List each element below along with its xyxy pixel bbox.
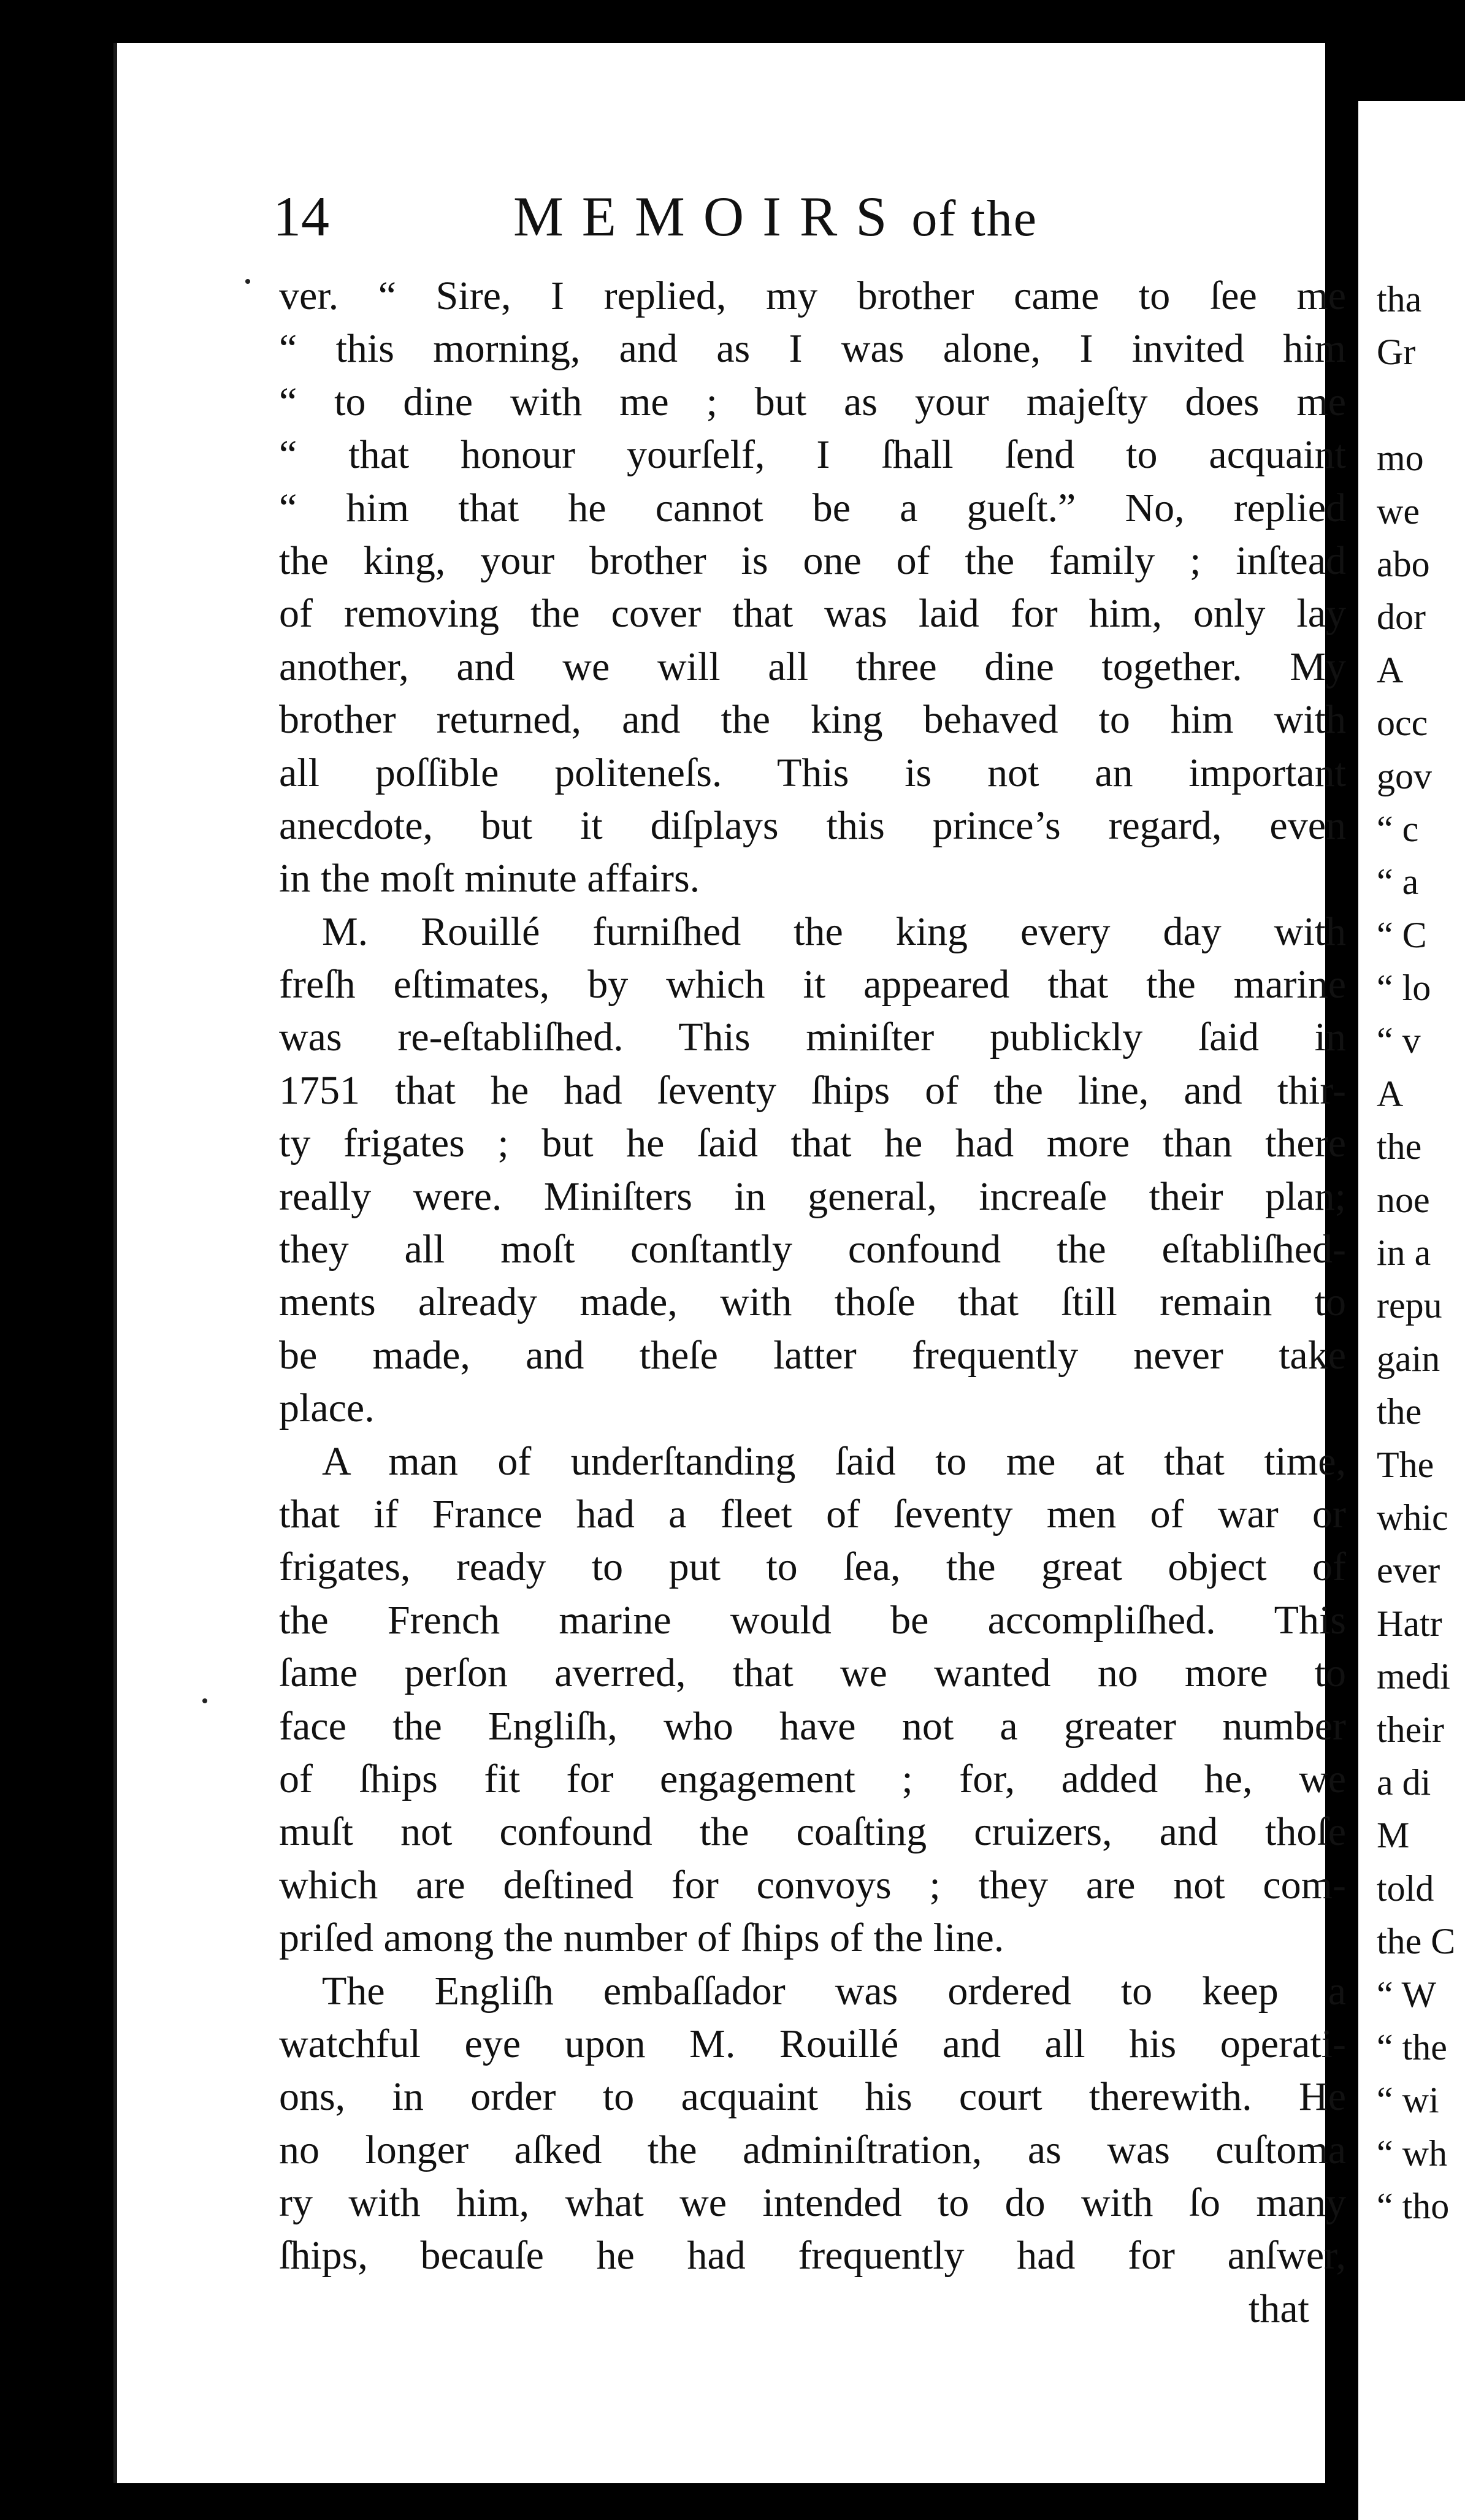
text-line: which are deſtined for convoys ; they are not com- bbox=[279, 1862, 1346, 1907]
text-line: M. Rouillé furniſhed the king every day with bbox=[322, 909, 1346, 954]
facing-page-line: dor bbox=[1377, 597, 1426, 638]
text-line: watchful eye upon M. Rouillé and all his operati- bbox=[279, 2021, 1346, 2066]
text-line: “ him that he cannot be a gueſt.” No, replied bbox=[279, 485, 1346, 530]
facing-page-line: medi bbox=[1377, 1656, 1450, 1697]
text-line: ty frigates ; but he ſaid that he had more than there bbox=[279, 1121, 1346, 1166]
facing-page-line: tha bbox=[1377, 279, 1422, 319]
facing-page-line: the C bbox=[1377, 1921, 1456, 1962]
text-line: “ this morning, and as I was alone, I invited him bbox=[279, 326, 1346, 372]
facing-page-line: “ v bbox=[1377, 1020, 1421, 1061]
text-line: really were. Miniſters in general, increaſe their plan; bbox=[279, 1174, 1346, 1219]
facing-page-line: the bbox=[1377, 1126, 1422, 1167]
facing-page-line: “ the bbox=[1377, 2026, 1447, 2068]
facing-page-line: A bbox=[1377, 1073, 1404, 1114]
text-line: all poſſible politeneſs. This is not an important bbox=[279, 750, 1346, 795]
facing-page-line: in a bbox=[1377, 1232, 1431, 1273]
facing-page-line: noe bbox=[1377, 1179, 1430, 1220]
facing-page-line: “ c bbox=[1377, 808, 1419, 849]
facing-page-line: “ tho bbox=[1377, 2186, 1450, 2227]
facing-page-line: “ W bbox=[1377, 1974, 1437, 2015]
text-line: was re-eſtabliſhed. This miniſter publickly ſaid in bbox=[279, 1015, 1346, 1060]
text-line: the king, your brother is one of the family ; inſtead bbox=[279, 538, 1346, 583]
text-line: face the Engliſh, who have not a greater number bbox=[279, 1703, 1346, 1749]
facing-page-line: occ bbox=[1377, 703, 1428, 744]
text-line: of ſhips fit for engagement ; for, added he, we bbox=[279, 1756, 1346, 1801]
facing-page-line bbox=[1377, 379, 1455, 432]
facing-page-line: M bbox=[1377, 1815, 1410, 1856]
facing-page-line: their bbox=[1377, 1709, 1444, 1750]
text-line: brother returned, and the king behaved to him with bbox=[279, 697, 1346, 743]
text-line: ver. “ Sire, I replied, my brother came to ſee me bbox=[279, 273, 1346, 318]
facing-page-line: the bbox=[1377, 1391, 1422, 1432]
facing-page-line: ever bbox=[1377, 1550, 1440, 1591]
text-line: they all moſt conſtantly confound the eſtabliſhed- bbox=[279, 1227, 1346, 1272]
facing-page-line: told bbox=[1377, 1868, 1434, 1909]
facing-page-line: “ lo bbox=[1377, 968, 1431, 1009]
page-number: 14 bbox=[273, 185, 329, 248]
facing-page-line: gov bbox=[1377, 755, 1432, 796]
text-line: ſhips, becauſe he had frequently had for anſwer, bbox=[279, 2233, 1346, 2278]
facing-page-line: The bbox=[1377, 1444, 1434, 1485]
facing-page-line: “ wi bbox=[1377, 2080, 1439, 2121]
catchword: that bbox=[1249, 2286, 1309, 2331]
text-line: 1751 that he had ſeventy ſhips of the line, and thir- bbox=[279, 1067, 1346, 1113]
text-line: anecdote, but it diſplays this prince’s regard, even bbox=[279, 803, 1346, 848]
text-line: muſt not confound the coaſting cruizers, and thoſe bbox=[279, 1809, 1346, 1855]
text-line: ments already made, with thoſe that ſtill remain to bbox=[279, 1280, 1346, 1325]
text-line: no longer aſked the adminiſtration, as was cuſtoma bbox=[279, 2127, 1346, 2172]
text-line: A man of underſtanding ſaid to me at that time, bbox=[322, 1438, 1346, 1484]
facing-page-line: repu bbox=[1377, 1285, 1442, 1326]
text-line: “ that honour yourſelf, I ſhall ſend to acquaint bbox=[279, 432, 1346, 478]
body-text bbox=[279, 270, 1346, 2335]
text-line: be made, and theſe latter frequently never take bbox=[279, 1332, 1346, 1378]
facing-page-line: whic bbox=[1377, 1497, 1448, 1538]
facing-page-line: mo bbox=[1377, 438, 1424, 479]
text-line: frigates, ready to put to ſea, the great object of bbox=[279, 1544, 1346, 1590]
ink-speck bbox=[245, 279, 250, 284]
text-line: place. bbox=[279, 1386, 375, 1431]
text-line: the French marine would be accompliſhed. This bbox=[279, 1597, 1346, 1643]
running-title: MEMOIRS bbox=[513, 185, 906, 248]
facing-page-line: A bbox=[1377, 649, 1404, 690]
text-line: “ to dine with me ; but as your majeſty does me bbox=[279, 379, 1346, 424]
facing-page-line: “ a bbox=[1377, 861, 1419, 903]
text-line: another, and we will all three dine together. My bbox=[279, 644, 1346, 689]
text-line: ſame perſon averred, that we wanted no more to bbox=[279, 1651, 1346, 1696]
facing-page-line: “ C bbox=[1377, 914, 1427, 955]
facing-page-line: Hatr bbox=[1377, 1603, 1442, 1644]
text-line: freſh eſtimates, by which it appeared that the marine bbox=[279, 962, 1346, 1007]
facing-page-line: Gr bbox=[1377, 332, 1416, 373]
text-line: that if France had a fleet of ſeventy men of war or bbox=[279, 1491, 1346, 1537]
text-line: priſed among the number of ſhips of the line. bbox=[279, 1915, 1004, 1961]
facing-page-text bbox=[1377, 273, 1455, 2232]
text-line: ry with him, what we intended to do with ſo many bbox=[279, 2180, 1346, 2226]
text-line: in the moſt minute affairs. bbox=[279, 856, 700, 901]
facing-page-line: a di bbox=[1377, 1762, 1431, 1803]
ink-speck bbox=[202, 1698, 207, 1703]
facing-page-line: gain bbox=[1377, 1338, 1440, 1379]
facing-page-line: we bbox=[1377, 491, 1420, 532]
text-line: of removing the cover that was laid for him, only lay bbox=[279, 591, 1346, 636]
facing-page-line: “ wh bbox=[1377, 2132, 1447, 2174]
running-title-suffix: of the bbox=[911, 190, 1038, 247]
page-header bbox=[273, 184, 1038, 251]
facing-page-line: abo bbox=[1377, 543, 1430, 584]
text-line: ons, in order to acquaint his court therewith. He bbox=[279, 2074, 1346, 2120]
text-line: The Engliſh embaſſador was ordered to keep a bbox=[322, 1968, 1346, 2014]
facing-page bbox=[1358, 101, 1465, 2520]
